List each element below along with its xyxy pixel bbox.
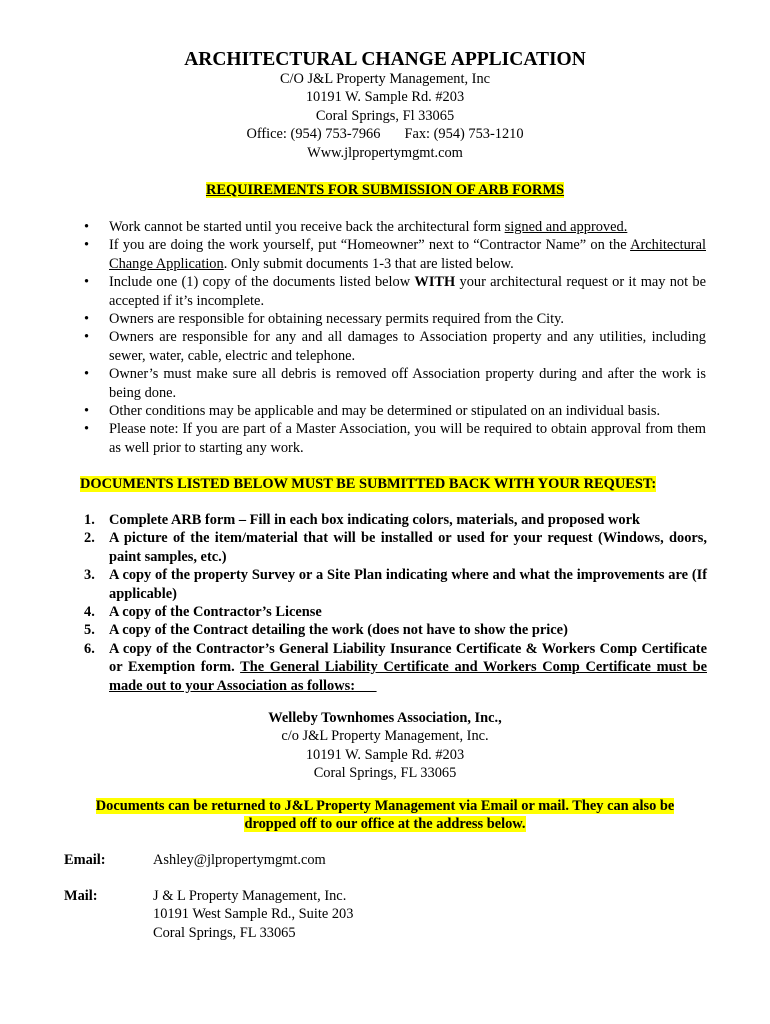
requirements-list bbox=[80, 218, 706, 457]
list-item: 3. A copy of the property Survey or a Site Plan indicating where and what the improvements are (If applicable) bbox=[84, 567, 707, 602]
list-item: 1. Complete ARB form – Fill in each box indicating colors, materials, and proposed work bbox=[84, 512, 640, 528]
mail-line-3: Coral Springs, FL 33065 bbox=[153, 924, 296, 941]
association-name: Welleby Townhomes Association, Inc., bbox=[268, 710, 502, 726]
company-care-of: C/O J&L Property Management, Inc bbox=[279, 71, 491, 87]
company-address-block bbox=[0, 70, 770, 162]
page-title: ARCHITECTURAL CHANGE APPLICATION bbox=[184, 49, 586, 70]
list-item: 2. A picture of the item/material that will be installed or used for your request (Windows, doors, paint samples, etc.) bbox=[84, 530, 707, 565]
office-phone: Office: (954) 753-7966 bbox=[246, 126, 381, 143]
list-item: 5. A copy of the Contract detailing the work (does not have to show the price) bbox=[84, 622, 568, 639]
list-item: • Other conditions may be applicable and may be determined or stipulated on an individual basis. bbox=[80, 402, 706, 420]
company-website: Www.jlpropertymgmt.com bbox=[307, 144, 463, 161]
association-city: Coral Springs, FL 33065 bbox=[313, 765, 457, 782]
email-address-link[interactable]: Ashley@jlpropertymgmt.com bbox=[153, 852, 326, 868]
return-note-line-2: dropped off to our office at the address below. bbox=[244, 816, 526, 833]
company-street: 10191 W. Sample Rd. #203 bbox=[305, 89, 465, 106]
mail-label: Mail: bbox=[64, 888, 98, 904]
association-street: 10191 W. Sample Rd. #203 bbox=[305, 746, 465, 763]
association-care-of: c/o J&L Property Management, Inc. bbox=[281, 728, 489, 745]
list-item: • Owner’s must make sure all debris is removed off Association property during and after the work is being done. bbox=[80, 365, 706, 402]
list-item: • Owners are responsible for any and all damages to Association property and any utilities, including sewer, water, cable, electric and telephone. bbox=[80, 328, 706, 365]
list-item: • Work cannot be started until you receive back the architectural form signed and approved. bbox=[80, 218, 706, 236]
list-item: • Include one (1) copy of the documents listed below WITH your architectural request or it may not be accepted if it’s incomplete. bbox=[80, 273, 706, 310]
list-item: • Please note: If you are part of a Master Association, you will be required to obtain approval from them as well prior to starting any work. bbox=[80, 420, 706, 457]
requirements-heading: REQUIREMENTS FOR SUBMISSION OF ARB FORMS bbox=[205, 182, 565, 198]
mail-line-2: 10191 West Sample Rd., Suite 203 bbox=[153, 906, 354, 923]
list-item: 6. A copy of the Contractor’s General Liability Insurance Certificate & Workers Comp Certificate or Exemption form. The General Liability Certificate and Workers Comp Certificate must be made out to your Association as follows: bbox=[84, 640, 707, 694]
company-city: Coral Springs, Fl 33065 bbox=[315, 107, 455, 124]
return-note-line-1: Documents can be returned to J&L Property Management via Email or mail. They can also be bbox=[95, 798, 675, 814]
list-item: 4. A copy of the Contractor’s License bbox=[84, 604, 322, 621]
mail-address bbox=[153, 887, 453, 942]
documents-list bbox=[80, 511, 707, 695]
company-phones bbox=[0, 125, 770, 143]
mail-line-1: J & L Property Management, Inc. bbox=[153, 888, 347, 904]
email-label: Email: bbox=[64, 852, 106, 868]
return-instructions bbox=[60, 797, 710, 834]
fax-number: Fax: (954) 753-1210 bbox=[404, 126, 524, 143]
association-address-block bbox=[0, 709, 770, 783]
list-item: • Owners are responsible for obtaining necessary permits required from the City. bbox=[80, 310, 706, 328]
documents-heading: DOCUMENTS LISTED BELOW MUST BE SUBMITTED BACK WITH YOUR REQUEST: bbox=[80, 476, 657, 492]
list-item: • If you are doing the work yourself, put “Homeowner” next to “Contractor Name” on the Architectural Change Application. Only submit documents 1-3 that are listed below. bbox=[80, 236, 706, 273]
